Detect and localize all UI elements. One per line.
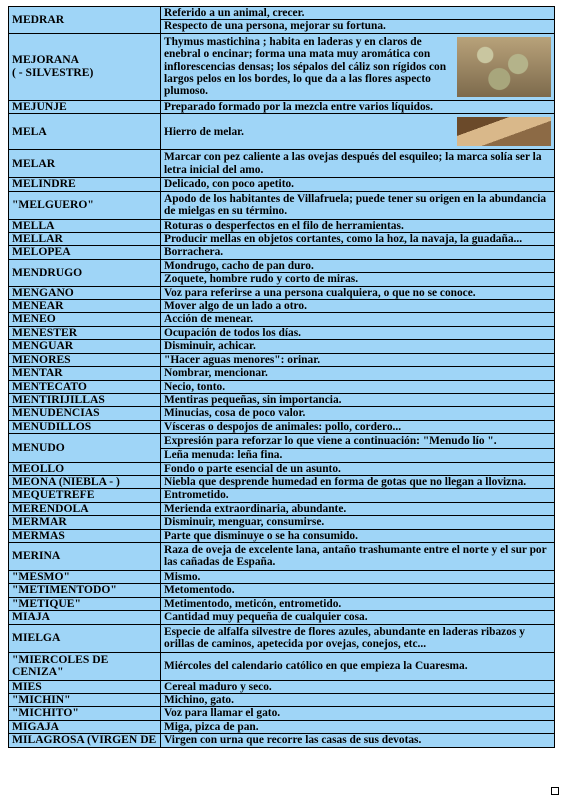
definition-text: Thymus mastichina ; habita en laderas y en claros de enebral o encinar; forma una mata muy aromática con inflorescencias densas; los sépalos del cáliz son rígidos con largos pelos en los bordes, lo que da a las flores aspecto plumoso. <box>164 35 447 98</box>
term-cell <box>9 380 161 393</box>
definition-text: Merienda extraordinaria, abundante. <box>164 502 347 515</box>
term-text: MERMAS <box>12 529 65 542</box>
term-text: MEQUETREFE <box>12 488 95 502</box>
definition-text: Leña menuda: leña fina. <box>164 449 283 462</box>
term-text: MEJUNJE <box>12 100 67 113</box>
definition-text: Niebla que desprende humedad en forma de gotas que no llegan a llovizna. <box>164 475 527 488</box>
definition-text: Expresión para reforzar lo que viene a continuación: "Menudo lío ". <box>164 434 497 447</box>
definition-text: Voz para llamar el gato. <box>164 707 281 720</box>
glossary-row <box>9 502 555 515</box>
term-cell <box>9 475 161 488</box>
glossary-row <box>9 542 555 570</box>
definition-cell <box>161 584 555 597</box>
term-cell <box>9 367 161 380</box>
term-text: "MESMO" <box>12 570 70 583</box>
definition-cell <box>161 178 555 191</box>
term-text: MENUDENCIAS <box>12 406 100 420</box>
glossary-row <box>9 233 555 246</box>
glossary-row <box>9 475 555 488</box>
term-cell <box>9 680 161 693</box>
term-cell <box>9 611 161 624</box>
definition-cell <box>161 407 555 420</box>
term-text: MIAJA <box>12 610 50 624</box>
glossary-row <box>9 420 555 433</box>
term-text: MENGUAR <box>12 339 74 353</box>
term-cell <box>9 353 161 366</box>
definition-cell <box>161 680 555 693</box>
term-text: MELLAR <box>12 232 63 246</box>
thyme-plant-photo <box>457 37 551 97</box>
definition-text: Delicado, con poco apetito. <box>164 178 295 191</box>
definition-cell <box>161 191 555 219</box>
term-cell <box>9 597 161 610</box>
term-text: MENESTER <box>12 326 78 339</box>
term-cell <box>9 7 161 34</box>
term-cell <box>9 340 161 353</box>
term-subtext: ( - SILVESTRE) <box>12 65 94 79</box>
definition-text: Mentiras pequeñas, sin importancia. <box>164 393 342 406</box>
term-cell <box>9 516 161 529</box>
glossary-table <box>8 6 555 748</box>
term-cell <box>9 694 161 707</box>
term-cell <box>9 462 161 475</box>
glossary-row <box>9 100 555 113</box>
term-cell <box>9 246 161 259</box>
page-corner-marker <box>551 787 559 795</box>
term-text: MENDRUGO <box>12 265 83 279</box>
glossary-row <box>9 340 555 353</box>
definition-cell <box>161 380 555 393</box>
term-cell <box>9 313 161 326</box>
glossary-row <box>9 178 555 191</box>
definition-text: Metomentodo. <box>164 584 235 597</box>
definition-text: Nombrar, mencionar. <box>164 367 268 380</box>
definition-text: Roturas o desperfectos en el filo de herramientas. <box>164 219 404 232</box>
definition-text: Necio, tonto. <box>164 380 226 393</box>
definition-cell <box>161 100 555 113</box>
definition-text: Hierro de melar. <box>164 125 245 138</box>
definition-text: "Hacer aguas menores": orinar. <box>164 353 321 366</box>
definition-cell <box>161 114 555 150</box>
glossary-row <box>9 516 555 529</box>
definition-cell <box>161 353 555 366</box>
definition-text: Mondrugo, cacho de pan duro. <box>164 259 314 272</box>
definition-text: Metimentodo, meticón, entrometido. <box>164 597 342 610</box>
definition-text: Cereal maduro y seco. <box>164 680 272 693</box>
definition-text: Preparado formado por la mezcla entre varios líquidos. <box>164 100 433 113</box>
term-cell <box>9 233 161 246</box>
term-text: MENTIRIJILLAS <box>12 393 105 406</box>
term-text: MERINA <box>12 549 61 563</box>
glossary-row <box>9 286 555 299</box>
term-cell <box>9 219 161 232</box>
term-cell <box>9 300 161 313</box>
definition-cell <box>161 462 555 475</box>
definition-text: Cantidad muy pequeña de cualquier cosa. <box>164 611 368 624</box>
definition-cell <box>161 246 555 259</box>
definition-cell <box>161 611 555 624</box>
glossary-row <box>9 380 555 393</box>
definition-cell <box>161 570 555 583</box>
term-text: "METIMENTODO" <box>12 583 117 597</box>
glossary-row <box>9 434 555 449</box>
definition-text: Referido a un animal, crecer. <box>164 7 305 19</box>
term-text: MENEAR <box>12 299 64 313</box>
term-text: MEOLLO <box>12 462 65 475</box>
term-cell <box>9 502 161 515</box>
definition-cell <box>161 219 555 232</box>
term-cell <box>9 720 161 733</box>
definition-text: Raza de oveja de excelente lana, antaño trashumante entre el norte y el sur por las cañadas de España. <box>164 544 547 569</box>
definition-cell <box>161 393 555 406</box>
term-text: MELAR <box>12 156 56 170</box>
definition-cell <box>161 475 555 488</box>
glossary-row <box>9 326 555 339</box>
glossary-row <box>9 150 555 178</box>
glossary-row <box>9 584 555 597</box>
definition-cell <box>161 449 555 462</box>
term-cell <box>9 286 161 299</box>
definition-cell <box>161 720 555 733</box>
definition-text: Marcar con pez caliente a las ovejas después del esquileo; la marca solía ser la letra inicial del amo. <box>164 151 542 176</box>
term-cell <box>9 191 161 219</box>
definition-cell <box>161 529 555 542</box>
definition-text: Disminuir, achicar. <box>164 340 256 353</box>
definition-text: Parte que disminuye o se ha consumido. <box>164 529 358 542</box>
glossary-row <box>9 489 555 502</box>
term-cell <box>9 178 161 191</box>
term-text: MEJORANA <box>12 53 79 67</box>
definition-cell <box>161 273 555 286</box>
term-cell <box>9 393 161 406</box>
glossary-row <box>9 353 555 366</box>
definition-text: Acción de menear. <box>164 313 254 326</box>
glossary-row <box>9 33 555 100</box>
definition-text: Mover algo de un lado a otro. <box>164 300 307 313</box>
term-text: MIELGA <box>12 630 61 644</box>
term-cell <box>9 570 161 583</box>
definition-cell <box>161 233 555 246</box>
definition-cell <box>161 33 555 100</box>
definition-text: Especie de alfalfa silvestre de flores azules, abundante en laderas ribazos y orillas de caminos, apetecida por ovejas, conejos, etc... <box>164 625 525 651</box>
term-text: "MICHIN" <box>12 693 71 706</box>
definition-cell <box>161 434 555 449</box>
glossary-row <box>9 407 555 420</box>
definition-cell <box>161 20 555 33</box>
term-text: "METIQUE" <box>12 597 81 610</box>
definition-text: Minucias, cosa de poco valor. <box>164 407 306 420</box>
term-text: MILAGROSA (VIRGEN DE <box>12 733 157 747</box>
definition-text: Voz para referirse a una persona cualquiera, o que no se conoce. <box>164 286 476 299</box>
definition-cell <box>161 259 555 272</box>
definition-cell <box>161 502 555 515</box>
glossary-row <box>9 462 555 475</box>
term-text: MERENDOLA <box>12 502 89 515</box>
term-text: MENTECATO <box>12 380 87 393</box>
definition-text: Vísceras o despojos de animales: pollo, cordero... <box>164 420 402 433</box>
glossary-row <box>9 597 555 610</box>
term-cell <box>9 624 161 652</box>
term-text: MIES <box>12 680 42 693</box>
term-cell <box>9 434 161 462</box>
definition-text: Zoquete, hombre rudo y corto de miras. <box>164 273 359 286</box>
glossary-row <box>9 114 555 150</box>
glossary-row <box>9 393 555 406</box>
definition-cell <box>161 367 555 380</box>
definition-text: Disminuir, menguar, consumirse. <box>164 516 325 529</box>
definition-cell <box>161 707 555 720</box>
definition-text: Michino, gato. <box>164 694 234 706</box>
definition-text: Respecto de una persona, mejorar su fortuna. <box>164 20 386 33</box>
term-text: MENEO <box>12 312 56 326</box>
definition-cell <box>161 420 555 433</box>
term-text: MELOPEA <box>12 245 71 259</box>
definition-cell <box>161 542 555 570</box>
term-cell <box>9 707 161 720</box>
definition-text: Apodo de los habitantes de Villafruela; puede tener su origen en la abundancia de mielgas en su término. <box>164 192 547 218</box>
definition-cell <box>161 300 555 313</box>
term-text: MENUDILLOS <box>12 420 92 433</box>
glossary-row <box>9 219 555 232</box>
term-cell <box>9 150 161 178</box>
term-text: "MICHITO" <box>12 706 79 720</box>
term-cell <box>9 529 161 542</box>
definition-text: Producir mellas en objetos cortantes, como la hoz, la navaja, la guadaña... <box>164 233 523 246</box>
glossary-row <box>9 246 555 259</box>
term-cell <box>9 114 161 150</box>
term-cell <box>9 584 161 597</box>
glossary-row <box>9 570 555 583</box>
glossary-row <box>9 680 555 693</box>
term-text: MEDRAR <box>12 12 65 26</box>
glossary-page <box>8 6 554 748</box>
term-text: MELINDRE <box>12 177 76 191</box>
definition-cell <box>161 340 555 353</box>
definition-cell <box>161 326 555 339</box>
term-text: MENUDO <box>12 440 65 454</box>
definition-text: Mismo. <box>164 570 201 583</box>
term-subtext: CENIZA" <box>12 665 64 679</box>
glossary-row <box>9 734 555 747</box>
definition-cell <box>161 516 555 529</box>
glossary-row <box>9 259 555 272</box>
definition-cell <box>161 694 555 707</box>
term-text: MENGANO <box>12 286 74 299</box>
glossary-row <box>9 367 555 380</box>
term-cell <box>9 100 161 113</box>
definition-cell <box>161 7 555 20</box>
definition-text: Entrometido. <box>164 489 229 502</box>
definition-cell <box>161 286 555 299</box>
term-cell <box>9 259 161 286</box>
definition-cell <box>161 652 555 680</box>
definition-cell <box>161 624 555 652</box>
term-text: MERMAR <box>12 515 67 529</box>
glossary-row <box>9 300 555 313</box>
term-cell <box>9 734 161 747</box>
definition-text: Virgen con urna que recorre las casas de sus devotas. <box>164 734 422 747</box>
glossary-row <box>9 191 555 219</box>
glossary-row <box>9 313 555 326</box>
term-cell <box>9 652 161 680</box>
glossary-row <box>9 720 555 733</box>
term-cell <box>9 33 161 100</box>
term-cell <box>9 489 161 502</box>
term-text: MEONA (NIEBLA - ) <box>12 475 120 488</box>
term-cell <box>9 542 161 570</box>
term-text: MELLA <box>12 219 55 232</box>
term-text: MENTAR <box>12 366 63 380</box>
term-text: MELA <box>12 124 47 138</box>
term-cell <box>9 420 161 433</box>
definition-cell <box>161 734 555 747</box>
definition-text: Borrachera. <box>164 246 224 259</box>
glossary-row <box>9 624 555 652</box>
term-text: MIGAJA <box>12 720 60 733</box>
branding-iron-photo <box>457 117 551 146</box>
glossary-row <box>9 694 555 707</box>
term-cell <box>9 326 161 339</box>
definition-cell <box>161 597 555 610</box>
definition-cell <box>161 150 555 178</box>
definition-text: Fondo o parte esencial de un asunto. <box>164 462 341 475</box>
glossary-row <box>9 652 555 680</box>
term-text: "MELGUERO" <box>12 197 94 211</box>
definition-text: Ocupación de todos los días. <box>164 326 302 339</box>
definition-cell <box>161 489 555 502</box>
term-text: MENORES <box>12 353 71 366</box>
term-cell <box>9 407 161 420</box>
definition-text: Miga, pizca de pan. <box>164 720 259 733</box>
glossary-row <box>9 611 555 624</box>
glossary-row <box>9 7 555 20</box>
term-text: "MIERCOLES DE <box>12 652 109 666</box>
definition-text: Miércoles del calendario católico en que empieza la Cuaresma. <box>164 659 468 672</box>
glossary-row <box>9 707 555 720</box>
definition-cell <box>161 313 555 326</box>
glossary-row <box>9 529 555 542</box>
